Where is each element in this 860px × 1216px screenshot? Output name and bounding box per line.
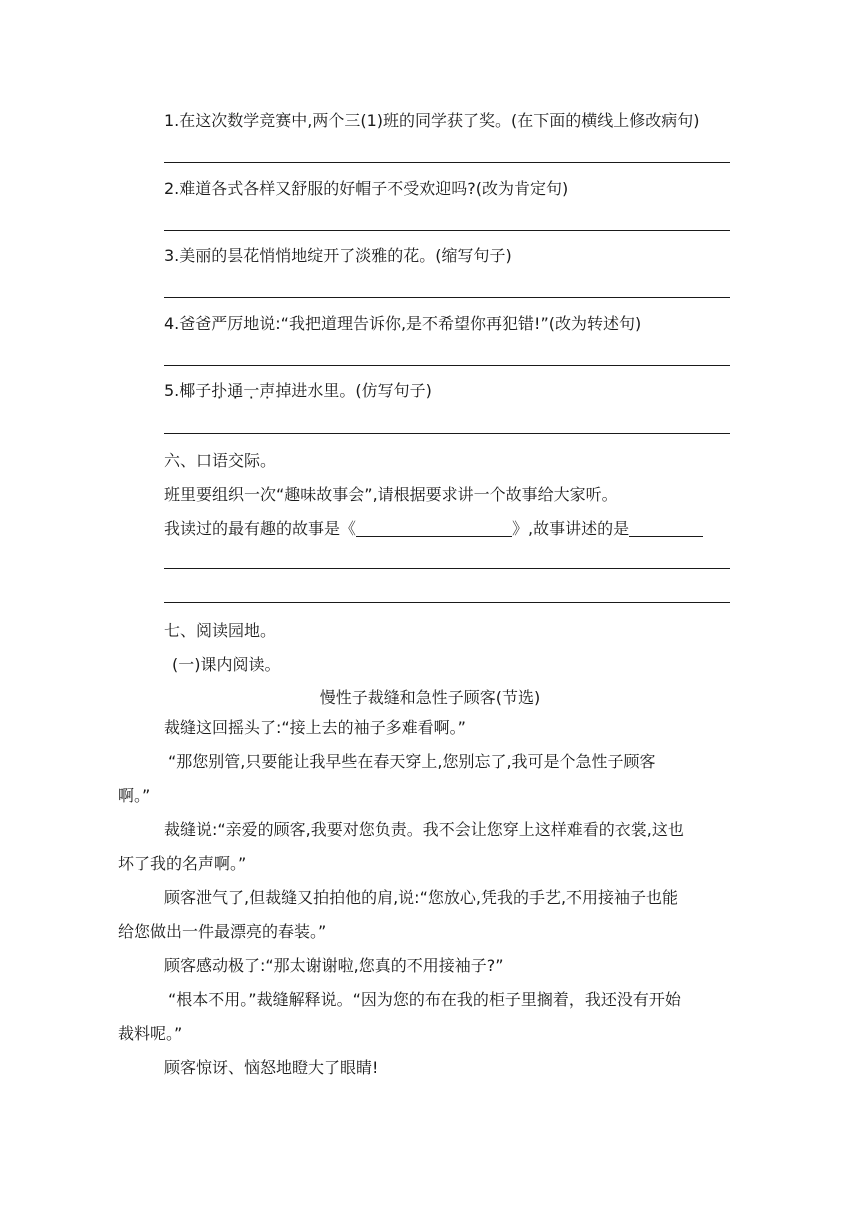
passage-line: “根本不用。”裁缝解释说。“因为您的布在我的柜子里搁着，我还没有开始 <box>168 990 681 1009</box>
passage-line: 坏了我的名声啊。” <box>118 854 247 873</box>
exercise-4-prompt: 4.爸爸严厉地说:“我把道理告诉你,是不希望你再犯错!”(改为转述句) <box>164 314 642 333</box>
exercise-1-prompt: 1.在这次数学竞赛中,两个三(1)班的同学获了奖。(在下面的横线上修改病句) <box>164 111 700 130</box>
section-6-intro: 班里要组织一次“趣味故事会”,请根据要求讲一个故事给大家听。 <box>164 485 618 504</box>
exercise-3-prompt: 3.美丽的昙花悄悄地绽开了淡雅的花。(缩写句子) <box>164 246 512 265</box>
exercise-4-answer-line[interactable] <box>164 365 730 366</box>
section-6-answer-line-2[interactable] <box>164 602 730 603</box>
section-6-prompt-a: 我读过的最有趣的故事是《 <box>164 519 357 538</box>
exercise-2-prompt: 2.难道各式各样又舒服的好帽子不受欢迎吗?(改为肯定句) <box>164 179 569 198</box>
exercise-2-answer-line[interactable] <box>164 230 730 231</box>
passage-line: 裁料呢。” <box>118 1024 183 1043</box>
passage-line: “那您别管,只要能让我早些在春天穿上,您别忘了,我可是个急性子顾客 <box>168 752 656 771</box>
passage-line: 顾客泄气了,但裁缝又拍拍他的肩,说:“您放心,凭我的手艺,不用接袖子也能 <box>164 888 679 907</box>
emphasis-char: 声 <box>259 381 276 400</box>
emphasis-char: 通 <box>227 381 244 400</box>
exercise-5-suffix: 掉进水里。(仿写句子) <box>275 381 432 400</box>
emphasis-char: 一 <box>243 381 260 400</box>
section-6-answer-line-1[interactable] <box>164 568 730 569</box>
passage-line: 裁缝说:“亲爱的顾客,我要对您负责。我不会让您穿上这样难看的衣裳,这也 <box>164 820 684 839</box>
passage-title: 慢性子裁缝和急性子顾客(节选) <box>319 688 541 707</box>
exercise-5-prefix: 5.椰子 <box>164 381 212 400</box>
emphasis-char: 扑 <box>211 381 228 400</box>
passage-line: 啊。” <box>118 786 151 805</box>
story-title-blank[interactable] <box>356 518 512 537</box>
passage-line: 顾客感动极了:“那太谢谢啦,您真的不用接袖子?” <box>164 956 504 975</box>
section-6-prompt-b: 》,故事讲述的是 <box>512 519 630 538</box>
passage-line: 裁缝这回摇头了:“接上去的袖子多难看啊。” <box>164 718 466 737</box>
story-content-blank[interactable] <box>629 518 703 537</box>
passage-line: 顾客惊讶、恼怒地瞪大了眼睛! <box>164 1058 379 1077</box>
exercise-5-prompt <box>164 380 432 402</box>
section-6-fill-line <box>164 518 703 540</box>
section-7-heading: 七、阅读园地。 <box>164 621 277 640</box>
section-6-heading: 六、口语交际。 <box>164 451 277 470</box>
passage-line: 给您做出一件最漂亮的春装。” <box>118 922 327 941</box>
exercise-3-answer-line[interactable] <box>164 297 730 298</box>
section-7-subheading: (一)课内阅读。 <box>172 655 281 674</box>
exercise-5-answer-line[interactable] <box>164 433 730 434</box>
exercise-1-answer-line[interactable] <box>164 162 730 163</box>
